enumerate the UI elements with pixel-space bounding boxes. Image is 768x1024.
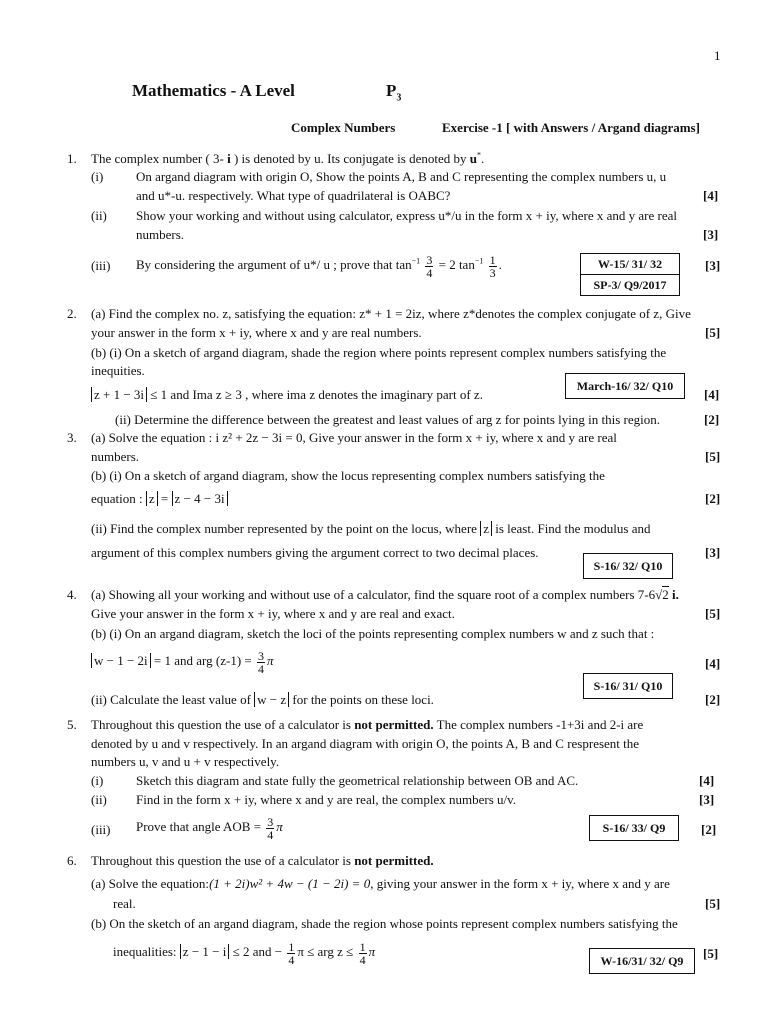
q5-reference-box: S-16/ 33/ Q9 bbox=[589, 815, 679, 841]
q1-number: 1. bbox=[67, 151, 77, 166]
q1-part-ii-line2: numbers. bbox=[136, 227, 185, 242]
q6-modulus: z − 1 − i bbox=[180, 944, 230, 959]
q2-modulus: z + 1 − 3i bbox=[91, 387, 147, 402]
q1-part-i-line1: On argand diagram with origin O, Show the points A, B and C representing the complex numbers u, u bbox=[136, 169, 667, 184]
q2-part-b-line2: inequities. bbox=[91, 363, 145, 378]
q5-part-iii-label: (iii) bbox=[91, 822, 111, 837]
q4-part-a-line1: (a) Showing all your working and without use of a calculator, find the square root of a complex numbers 7-6√2 i. bbox=[91, 587, 679, 602]
q4-part-b-ii-marks: [2] bbox=[705, 692, 721, 707]
q1-fraction-3-4: $\frac{3}{4}$ bbox=[426, 252, 433, 280]
page-number: 1 bbox=[714, 48, 721, 63]
q4-modulus-w: w − 1 − 2i bbox=[91, 653, 151, 668]
q6-part-a-line1: (a) Solve the equation:(1 + 2i)w² + 4w − (1 − 2i) = 0, giving your answer in the form x + iy, where x and y are bbox=[91, 876, 670, 891]
q6-part-b-line1: (b) On the sketch of an argand diagram, shade the region whose points represent complex numbers satisfying the bbox=[91, 916, 678, 931]
q5-part-i-marks: [4] bbox=[699, 773, 715, 788]
q2-part-b-ii: (ii) Determine the difference between the greatest and least values of arg z for points lying in this region. bbox=[115, 412, 660, 427]
q5-line2: denoted by u and v respectively. In an argand diagram with origin O, the points A, B and C respresent the bbox=[91, 736, 640, 751]
q5-fraction-3-4: $\frac{3}{4}$ bbox=[267, 814, 274, 842]
q3-part-a-line2: numbers. bbox=[91, 449, 140, 464]
q4-part-b-equation: w − 1 − 2i = 1 and arg (z-1) = $\frac{3}{4}$ π bbox=[91, 646, 274, 676]
q3-modulus-right: z − 4 − 3i bbox=[172, 491, 228, 506]
q6-fraction-1-4-b: $\frac{1}{4}$ bbox=[359, 939, 366, 967]
q4-part-b-marks: [4] bbox=[705, 656, 721, 671]
q5-part-ii-label: (ii) bbox=[91, 792, 107, 807]
paper-number: 3 bbox=[396, 92, 402, 104]
q3-reference-box: S-16/ 32/ Q10 bbox=[583, 553, 673, 579]
q4-fraction-3-4: $\frac{3}{4}$ bbox=[257, 648, 264, 676]
q5-part-iii-text: Prove that angle AOB = $\frac{3}{4}$ π bbox=[136, 814, 283, 842]
q3-part-b-ii-line1: (ii) Find the complex number represented by the point on the locus, where z is least. Find the modulus and bbox=[91, 521, 651, 536]
q2-inequality: z + 1 − 3i ≤ 1 and Ima z ≥ 3 , where ima z denotes the imaginary part of z. bbox=[91, 386, 483, 403]
q3-part-a-marks: [5] bbox=[705, 449, 721, 464]
q6-line1: Throughout this question the use of a calculator is not permitted. bbox=[91, 853, 434, 868]
q5-part-ii-text: Find in the form x + iy, where x and y are real, the complex numbers u/v. bbox=[136, 792, 517, 807]
q5-part-i-text: Sketch this diagram and state fully the geometrical relationship between OB and AC. bbox=[136, 773, 579, 788]
q1-part-ii-line1: Show your working and without using calculator, express u*/u in the form x + iy, where x and y are real bbox=[136, 208, 678, 223]
q6-reference-box: W-16/31/ 32/ Q9 bbox=[589, 948, 695, 974]
q2-part-a-line2: your answer in the form x + iy, where x and y are real numbers. bbox=[91, 325, 422, 340]
q6-number: 6. bbox=[67, 853, 77, 868]
q5-part-ii-marks: [3] bbox=[699, 792, 715, 807]
q6-part-b-marks: [5] bbox=[703, 946, 719, 961]
paper-label bbox=[386, 81, 402, 104]
q3-modulus-z: z bbox=[480, 521, 492, 536]
q1-part-ii-marks: [3] bbox=[703, 227, 719, 242]
q4-number: 4. bbox=[67, 587, 77, 602]
exercise-heading: Exercise -1 [ with Answers / Argand diagrams] bbox=[442, 120, 700, 135]
q1-reference-box-2: SP-3/ Q9/2017 bbox=[580, 274, 680, 296]
q3-part-b-line1: (b) (i) On a sketch of argand diagram, show the locus representing complex numbers satisfying the bbox=[91, 468, 605, 483]
q1-part-ii-label: (ii) bbox=[91, 208, 107, 223]
q2-number: 2. bbox=[67, 306, 77, 321]
q3-part-a-line1: (a) Solve the equation : i z² + 2z − 3i = 0, Give your answer in the form x + iy, where x and y are real bbox=[91, 430, 617, 445]
q1-part-iii-marks: [3] bbox=[705, 258, 721, 273]
q6-part-a-marks: [5] bbox=[705, 896, 721, 911]
q5-part-i-label: (i) bbox=[91, 773, 104, 788]
q1-fraction-1-3: $\frac{1}{3}$ bbox=[489, 252, 496, 280]
q1-reference-box-1: W-15/ 31/ 32 bbox=[580, 253, 680, 275]
q1-part-i-label: (i) bbox=[91, 169, 104, 184]
q4-part-a-marks: [5] bbox=[705, 606, 721, 621]
q1-intro: The complex number ( 3- i ) is denoted by u. Its conjugate is denoted by u*. bbox=[91, 150, 485, 166]
q2-part-b-marks: [4] bbox=[704, 387, 720, 402]
q1-part-iii-text: By considering the argument of u*/ u ; prove that $\tan^{-1}$ $\frac{3}{4}$ = 2 $\tan^{-1}$ $\frac{1}{3}$ . bbox=[136, 252, 502, 280]
q4-part-b-line1: (b) (i) On an argand diagram, sketch the loci of the points representing complex numbers w and z such that : bbox=[91, 626, 655, 641]
q4-part-b-ii: (ii) Calculate the least value of w − z for the points on these loci. bbox=[91, 692, 434, 707]
q5-number: 5. bbox=[67, 717, 77, 732]
q3-part-b-ii-line2: argument of this complex numbers giving the argument correct to two decimal places. bbox=[91, 545, 539, 560]
q3-part-b-marks: [2] bbox=[705, 491, 721, 506]
q6-part-b-line2: inequalities: z − 1 − i ≤ 2 and − $\frac{1}{4}$ π ≤ arg z ≤ $\frac{1}{4}$ π bbox=[113, 939, 376, 967]
q2-part-a-line1: (a) Find the complex no. z, satisfying the equation: z* + 1 = 2iz, where z*denotes the complex conjugate of z, Give bbox=[91, 306, 691, 321]
q3-modulus-left: z bbox=[146, 491, 158, 506]
q2-reference-box: March-16/ 32/ Q10 bbox=[565, 373, 685, 399]
q6-fraction-1-4-a: $\frac{1}{4}$ bbox=[288, 939, 295, 967]
q5-part-iii-marks: [2] bbox=[701, 822, 717, 837]
topic-heading: Complex Numbers bbox=[291, 120, 396, 135]
q1-part-i-marks: [4] bbox=[703, 188, 719, 203]
q3-part-b-line2: equation : z = z − 4 − 3i bbox=[91, 490, 228, 507]
q1-part-i-line2: and u*-u. respectively. What type of quadrilateral is OABC? bbox=[136, 188, 451, 203]
page-title: Mathematics - A Level bbox=[132, 81, 295, 100]
q1-part-iii-label: (iii) bbox=[91, 258, 111, 273]
q3-number: 3. bbox=[67, 430, 77, 445]
q4-modulus-wz: w − z bbox=[254, 692, 289, 707]
q5-line3: numbers u, v and u + v respectively. bbox=[91, 754, 280, 769]
q6-equation: (1 + 2i)w² + 4w − (1 − 2i) = 0 bbox=[209, 876, 371, 891]
q4-reference-box: S-16/ 31/ Q10 bbox=[583, 673, 673, 699]
q5-line1: Throughout this question the use of a calculator is not permitted. The complex numbers -1+3i and 2-i are bbox=[91, 717, 644, 732]
q2-part-b-line1: (b) (i) On a sketch of argand diagram, shade the region where points represent complex numbers satisfying the bbox=[91, 345, 667, 360]
q4-part-a-line2: Give your answer in the form x + iy, where x and y are real and exact. bbox=[91, 606, 455, 621]
paper-letter: P bbox=[386, 81, 397, 100]
q2-part-a-marks: [5] bbox=[705, 325, 721, 340]
sqrt-symbol: √ bbox=[655, 587, 663, 602]
q3-part-b-ii-marks: [3] bbox=[705, 545, 721, 560]
q2-part-b-ii-marks: [2] bbox=[704, 412, 720, 427]
q6-part-a-line2: real. bbox=[113, 896, 136, 911]
